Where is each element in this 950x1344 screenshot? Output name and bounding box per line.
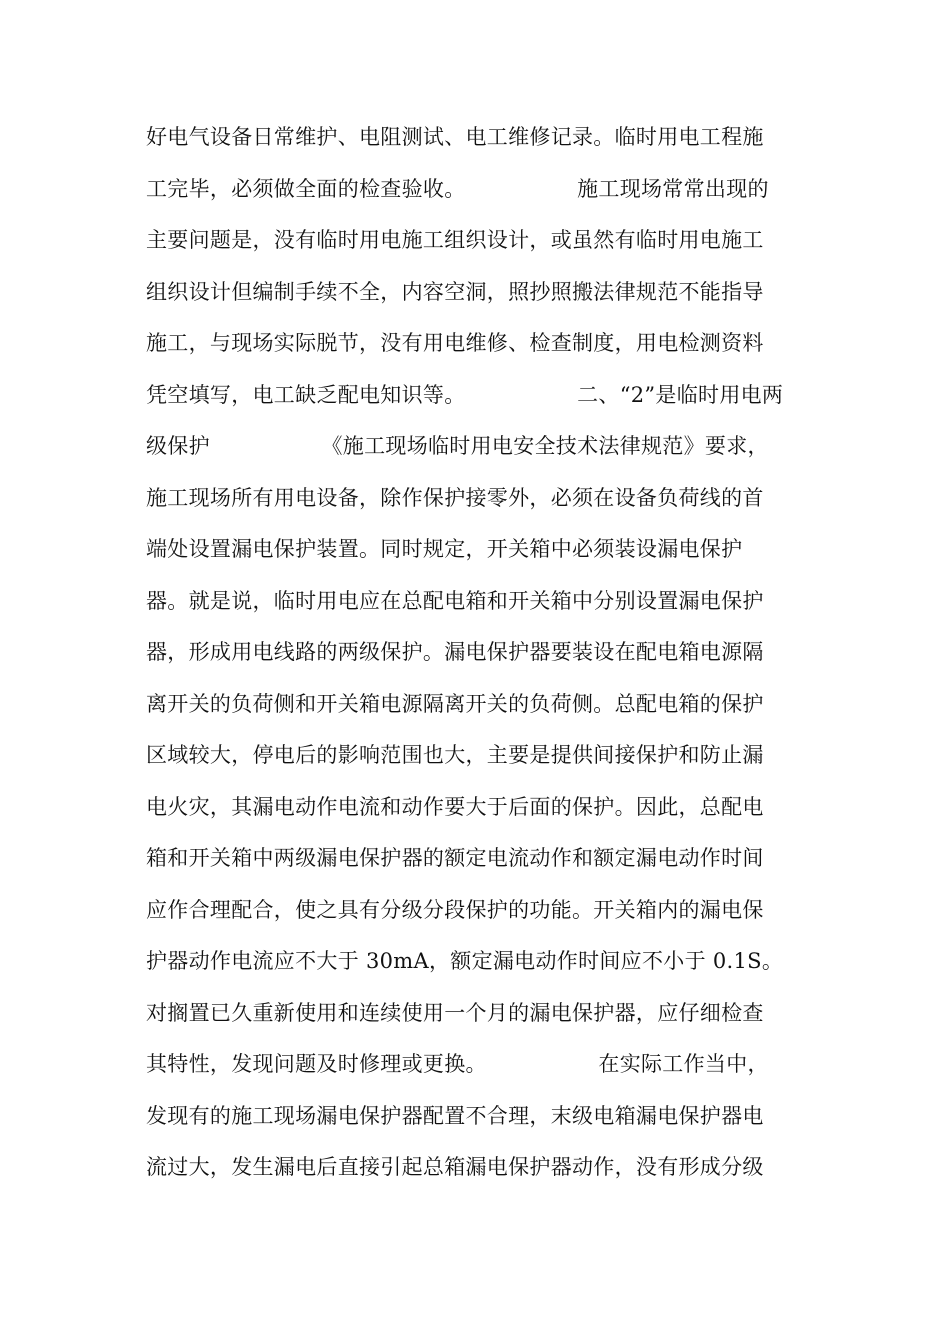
text-line: 级保护 《施工现场临时用电安全技术法律规范》要求， xyxy=(146,434,769,458)
text-line: 施工，与现场实际脱节，没有用电维修、检查制度，用电检测资料 xyxy=(146,331,764,355)
text-line: 发现有的施工现场漏电保护器配置不合理，末级电箱漏电保护器电 xyxy=(146,1103,764,1128)
text-line: 离开关的负荷侧和开关箱电源隔离开关的负荷侧。总配电箱的保护 xyxy=(146,691,764,716)
text-line: 主要问题是，没有临时用电施工组织设计，或虽然有临时用电施工 xyxy=(146,228,764,252)
text-line: 其特性，发现问题及时修理或更换。 在实际工作当中， xyxy=(146,1052,769,1076)
text-line: 器。就是说，临时用电应在总配电箱和开关箱中分别设置漏电保护 xyxy=(146,588,764,613)
text-line: 器，形成用电线路的两级保护。漏电保护器要装设在配电箱电源隔 xyxy=(146,640,764,664)
text-line: 箱和开关箱中两级漏电保护器的额定电流动作和额定漏电动作时间 xyxy=(146,846,764,870)
text-line: 护器动作电流应不大于 30mA，额定漏电动作时间应不小于 0.1S。 xyxy=(146,949,784,973)
text-line: 端处设置漏电保护装置。同时规定，开关箱中必须装设漏电保护 xyxy=(146,537,743,561)
text-line: 电火灾，其漏电动作电流和动作要大于后面的保护。因此，总配电 xyxy=(146,794,764,819)
text-line: 凭空填写，电工缺乏配电知识等。 二、“2”是临时用电两 xyxy=(146,382,784,407)
text-line: 对搁置已久重新使用和连续使用一个月的漏电保护器，应仔细检查 xyxy=(146,1000,764,1025)
text-line: 施工现场所有用电设备，除作保护接零外，必须在设备负荷线的首 xyxy=(146,485,764,510)
text-line: 组织设计但编制手续不全，内容空洞，照抄照搬法律规范不能指导 xyxy=(146,279,764,304)
text-line: 好电气设备日常维护、电阻测试、电工维修记录。临时用电工程施 xyxy=(146,125,764,149)
text-line: 区域较大，停电后的影响范围也大，主要是提供间接保护和防止漏 xyxy=(146,743,764,767)
body-text xyxy=(146,116,816,1198)
text-line: 工完毕，必须做全面的检查验收。 施工现场常常出现的 xyxy=(146,176,769,201)
text-line: 流过大，发生漏电后直接引起总箱漏电保护器动作，没有形成分级 xyxy=(146,1155,764,1179)
text-line: 应作合理配合，使之具有分级分段保护的功能。开关箱内的漏电保 xyxy=(146,897,764,922)
